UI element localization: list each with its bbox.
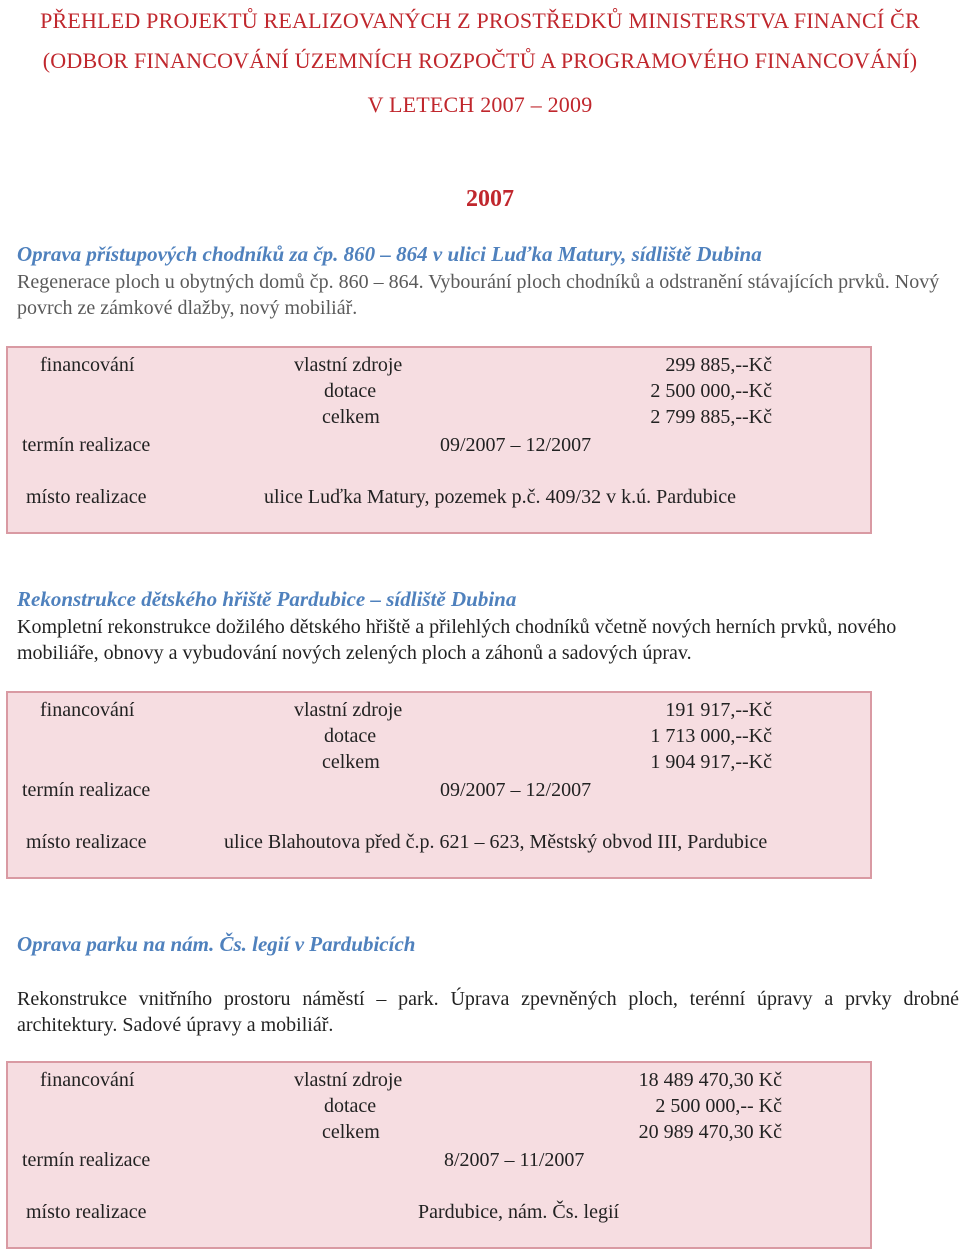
place-value: ulice Blahoutova před č.p. 621 – 623, Městský obvod III, Pardubice bbox=[224, 831, 768, 853]
term-value: 8/2007 – 11/2007 bbox=[444, 1149, 585, 1171]
project-2-description: Kompletní rekonstrukce dožilého dětského hřiště a přilehlých chodníků včetně nových herních prvků, nového mobiliáře, obnovy a vybudování nových zelených ploch a záhonů a sadových úprav. bbox=[17, 616, 897, 664]
grant-label: dotace bbox=[324, 380, 377, 402]
project-1-description: Regenerace ploch u obytných domů čp. 860 – 864. Vybourání ploch chodníků a odstranění stávajících prvků. Nový povrch ze zámkové dlažby, nový mobiliář. bbox=[17, 271, 940, 319]
project-3-description: Rekonstrukce vnitřního prostoru náměstí – park. Úprava zpevněných ploch, terénní úpravy a prvky drobné architektury. Sadové úpravy a mobiliář. bbox=[17, 988, 959, 1036]
financing-label: financování bbox=[40, 699, 135, 721]
grant-value: 2 500 000,--Kč bbox=[650, 380, 772, 402]
total-value: 20 989 470,30 Kč bbox=[638, 1121, 782, 1143]
total-value: 1 904 917,--Kč bbox=[650, 751, 772, 773]
own-funds-value: 299 885,--Kč bbox=[665, 354, 772, 376]
project-1-financing-box bbox=[6, 346, 872, 534]
term-label: termín realizace bbox=[22, 434, 151, 456]
document-title-line-1: PŘEHLED PROJEKTŮ REALIZOVANÝCH Z PROSTŘEDKŮ MINISTERSTVA FINANCÍ ČR bbox=[40, 8, 920, 33]
grant-value: 1 713 000,--Kč bbox=[650, 725, 772, 747]
term-value: 09/2007 – 12/2007 bbox=[440, 434, 592, 456]
place-label: místo realizace bbox=[26, 1201, 147, 1223]
year-heading: 2007 bbox=[466, 186, 514, 212]
total-label: celkem bbox=[322, 406, 380, 428]
project-3-financing-box bbox=[6, 1061, 872, 1249]
project-3-title: Oprava parku na nám. Čs. legií v Pardubicích bbox=[17, 932, 416, 956]
place-value: Pardubice, nám. Čs. legií bbox=[418, 1201, 620, 1223]
own-funds-value: 18 489 470,30 Kč bbox=[638, 1069, 782, 1091]
place-label: místo realizace bbox=[26, 831, 147, 853]
total-value: 2 799 885,--Kč bbox=[650, 406, 772, 428]
project-1-title: Oprava přístupových chodníků za čp. 860 – 864 v ulici Luďka Matury, sídliště Dubina bbox=[17, 242, 762, 266]
own-funds-label: vlastní zdroje bbox=[294, 699, 403, 721]
term-label: termín realizace bbox=[22, 1149, 151, 1171]
own-funds-label: vlastní zdroje bbox=[294, 354, 403, 376]
grant-value: 2 500 000,-- Kč bbox=[655, 1095, 782, 1117]
place-value: ulice Luďka Matury, pozemek p.č. 409/32 v k.ú. Pardubice bbox=[264, 486, 737, 508]
total-label: celkem bbox=[322, 751, 380, 773]
place-label: místo realizace bbox=[26, 486, 147, 508]
project-2-title: Rekonstrukce dětského hřiště Pardubice – sídliště Dubina bbox=[17, 587, 517, 611]
grant-label: dotace bbox=[324, 1095, 377, 1117]
own-funds-value: 191 917,--Kč bbox=[665, 699, 772, 721]
grant-label: dotace bbox=[324, 725, 377, 747]
total-label: celkem bbox=[322, 1121, 380, 1143]
term-label: termín realizace bbox=[22, 779, 151, 801]
financing-label: financování bbox=[40, 1069, 135, 1091]
financing-label: financování bbox=[40, 354, 135, 376]
term-value: 09/2007 – 12/2007 bbox=[440, 779, 592, 801]
own-funds-label: vlastní zdroje bbox=[294, 1069, 403, 1091]
document-title-line-2: (ODBOR FINANCOVÁNÍ ÚZEMNÍCH ROZPOČTŮ A PROGRAMOVÉHO FINANCOVÁNÍ) bbox=[42, 48, 918, 73]
document-title-line-3: V LETECH 2007 – 2009 bbox=[367, 92, 593, 117]
project-2-financing-box bbox=[6, 691, 872, 879]
